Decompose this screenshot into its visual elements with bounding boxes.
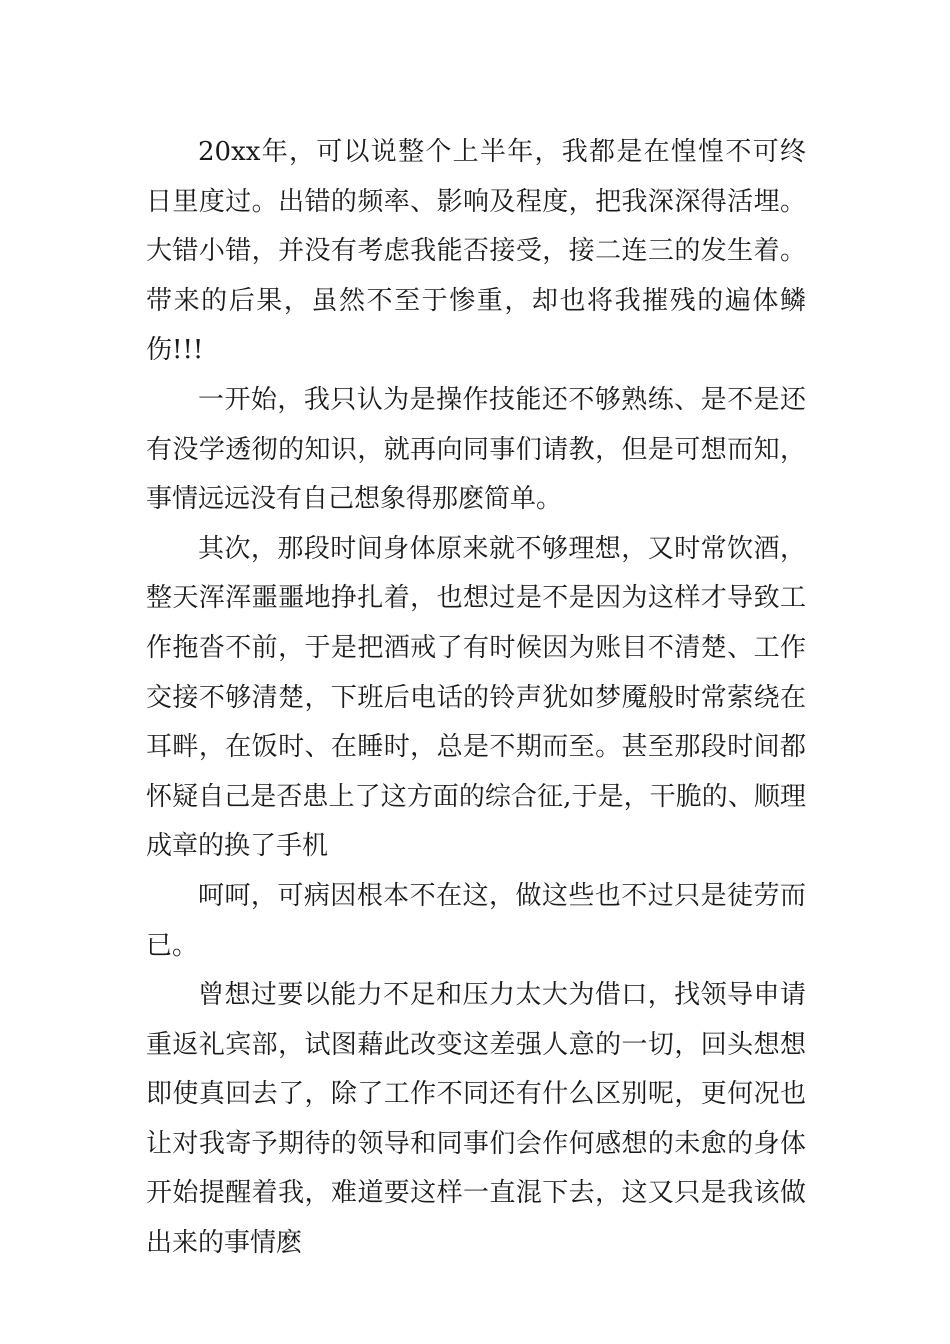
paragraph-3: 其次，那段时间身体原来就不够理想，又时常饮酒，整天浑浑噩噩地挣扎着，也想过是不是因为这样才导致工作拖沓不前，于是把酒戒了有时候因为账目不清楚、工作交接不够清楚，下班后电话的铃声犹如梦魇般时常萦绕在耳畔，在饭时、在睡时，总是不期而至。甚至那段时间都怀疑自己是否患上了这方面的综合征,于是，干脆的、顺理成章的换了手机 — [146, 533, 806, 862]
paragraph-1: 20xx年，可以说整个上半年，我都是在惶惶不可终日里度过。出错的频率、影响及程度，把我深深得活埋。大错小错，并没有考虑我能否接受，接二连三的发生着。带来的后果，虽然不至于惨重，却也将我摧残的遍体鳞伤!!! — [146, 137, 806, 366]
document-body — [146, 128, 806, 1269]
paragraph-2: 一开始，我只认为是操作技能还不够熟练、是不是还有没学透彻的知识，就再向同事们请教，但是可想而知，事情远远没有自己想象得那麽简单。 — [146, 384, 806, 515]
paragraph-5: 曾想过要以能力不足和压力太大为借口，找领导申请重返礼宾部，试图藉此改变这差强人意的一切，回头想想即使真回去了，除了工作不同还有什么区别呢，更何况也让对我寄予期待的领导和同事们会作何感想的未愈的身体开始提醒着我，难道要这样一直混下去，这又只是我该做出来的事情麽 — [146, 980, 806, 1259]
paragraph-4: 呵呵，可病因根本不在这，做这些也不过只是徒劳而已。 — [146, 880, 806, 961]
